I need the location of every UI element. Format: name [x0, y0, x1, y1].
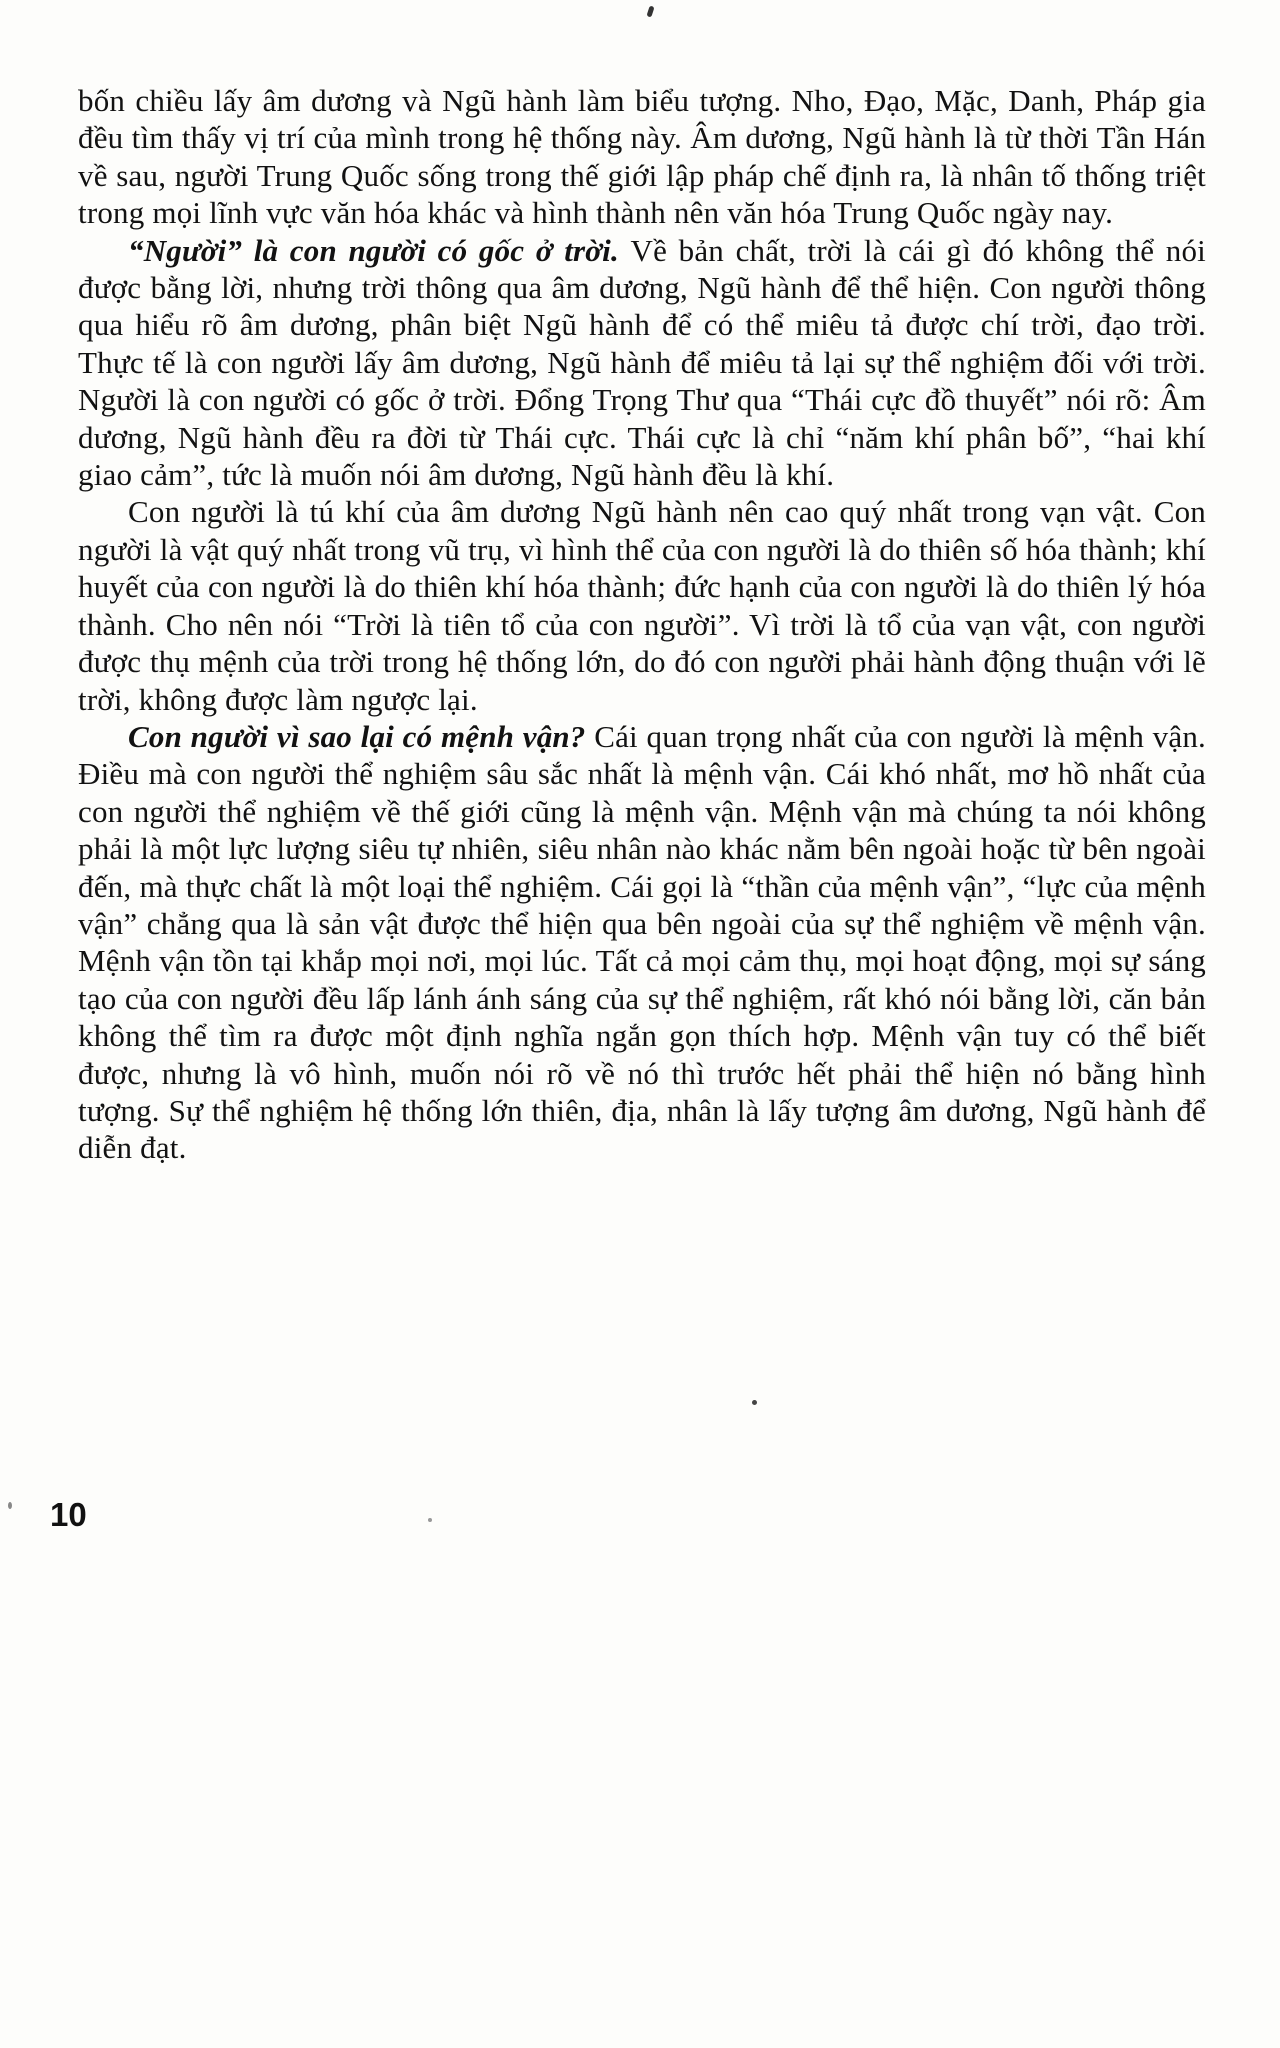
- paragraph-3-text: Con người là tú khí của âm dương Ngũ hành nên cao quý nhất trong vạn vật. Con người là vật quý nhất trong vũ trụ, vì hình thể của con người là do thiên số hóa thành; khí huyết của con người là do thiên khí hóa thành; đức hạnh của con người là do thiên lý hóa thành. Cho nên nói “Trời là tiên tổ của con người”. Vì trời là tổ của vạn vật, con người được thụ mệnh của trời trong hệ thống lớn, do đó con người phải hành động thuận với lẽ trời, không được làm ngược lại.: [78, 494, 1206, 717]
- paragraph-3: [78, 493, 1206, 717]
- paragraph-2: [78, 232, 1206, 494]
- page-number: 10: [50, 1496, 87, 1533]
- scan-speck: [8, 1502, 12, 1509]
- paragraph-4-text: Cái quan trọng nhất của con người là mệnh vận. Điều mà con người thể nghiệm sâu sắc nhất là mệnh vận. Cái khó nhất, mơ hồ nhất của con người thể nghiệm về thế giới cũng là mệnh vận. Mệnh vận mà chúng ta nói không phải là một lực lượng siêu tự nhiên, siêu nhân nào khác nằm bên ngoài hoặc từ bên ngoài đến, mà thực chất là một loại thể nghiệm. Cái gọi là “thần của mệnh vận”, “lực của mệnh vận” chẳng qua là sản vật được thể hiện qua bên ngoài của sự thể nghiệm về mệnh vận. Mệnh vận tồn tại khắp mọi nơi, mọi lúc. Tất cả mọi cảm thụ, mọi hoạt động, mọi sự sáng tạo của con người đều lấp lánh ánh sáng của sự thể nghiệm, rất khó nói bằng lời, căn bản không thể tìm ra được một định nghĩa ngắn gọn thích hợp. Mệnh vận tuy có thể biết được, nhưng là vô hình, muốn nói rõ về nó thì trước hết phải thể hiện nó bằng hình tượng. Sự thể nghiệm hệ thống lớn thiên, địa, nhân là lấy tượng âm dương, Ngũ hành để diễn đạt.: [78, 718, 1206, 1166]
- paragraph-4: [78, 718, 1206, 1167]
- scan-speck: [428, 1518, 432, 1522]
- paragraph-1: [78, 82, 1206, 232]
- paragraph-2-lead: “Người” là con người có gốc ở trời.: [128, 232, 631, 268]
- scan-speck: [752, 1400, 757, 1405]
- paragraph-2-text: Về bản chất, trời là cái gì đó không thể nói được bằng lời, nhưng trời thông qua âm dương, Ngũ hành để thể hiện. Con người thông qua hiểu rõ âm dương, phân biệt Ngũ hành để có thể miêu tả được chí trời, đạo trời. Thực tế là con người lấy âm dương, Ngũ hành để miêu tả lại sự thể nghiệm đối với trời. Người là con người có gốc ở trời. Đổng Trọng Thư qua “Thái cực đồ thuyết” nói rõ: Âm dương, Ngũ hành đều ra đời từ Thái cực. Thái cực là chỉ “năm khí phân bố”, “hai khí giao cảm”, tức là muốn nói âm dương, Ngũ hành đều là khí.: [78, 232, 1206, 493]
- page-body-text: [78, 82, 1206, 1167]
- paragraph-1-text: bốn chiều lấy âm dương và Ngũ hành làm biểu tượng. Nho, Đạo, Mặc, Danh, Pháp gia đều tìm thấy vị trí của mình trong hệ thống này. Âm dương, Ngũ hành là từ thời Tần Hán về sau, người Trung Quốc sống trong thế giới lập pháp chế định ra, là nhân tố thống triệt trong mọi lĩnh vực văn hóa khác và hình thành nên văn hóa Trung Quốc ngày nay.: [78, 83, 1206, 231]
- paragraph-4-lead: Con người vì sao lại có mệnh vận?: [128, 718, 595, 754]
- scan-speck: [646, 5, 654, 17]
